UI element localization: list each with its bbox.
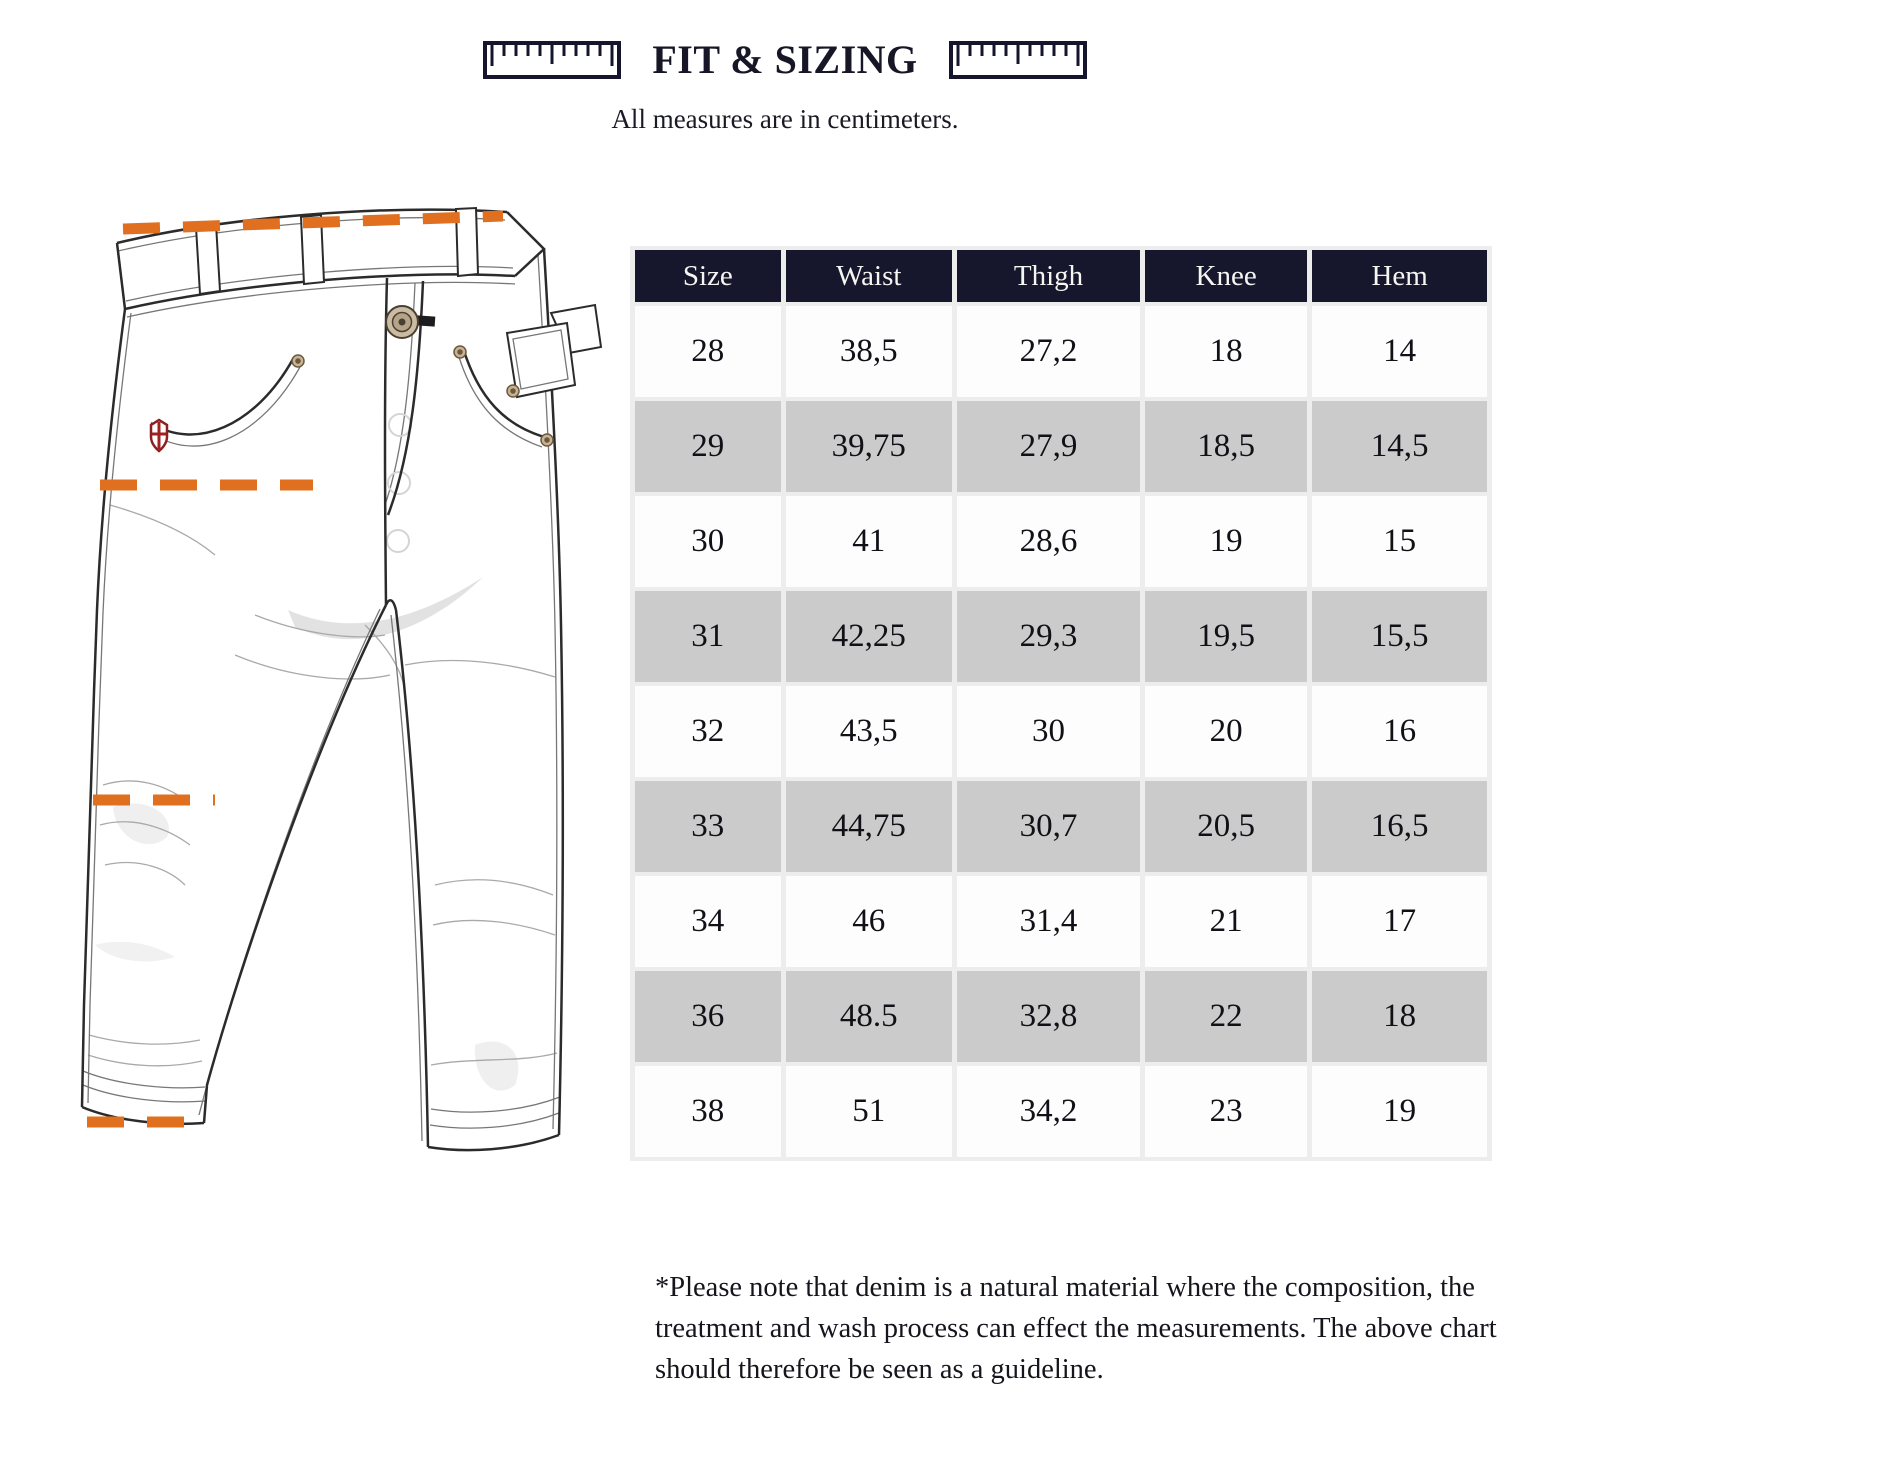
- cell-thigh: 30: [957, 686, 1140, 777]
- page-header: [0, 36, 1570, 83]
- page-subtitle: All measures are in centimeters.: [611, 104, 959, 134]
- cell-hem: 19: [1312, 1066, 1487, 1157]
- jeans-technical-drawing: [55, 185, 635, 1185]
- table-header-row: [635, 250, 1487, 302]
- cell-knee: 18: [1145, 306, 1307, 397]
- cell-knee: 23: [1145, 1066, 1307, 1157]
- cell-size: 29: [635, 401, 781, 492]
- cell-knee: 18,5: [1145, 401, 1307, 492]
- table-row: [635, 1066, 1487, 1157]
- ruler-icon: [948, 40, 1088, 80]
- page-title: FIT & SIZING: [652, 37, 918, 82]
- shield-badge-icon: [151, 420, 167, 451]
- table-row: [635, 591, 1487, 682]
- cell-waist: 43,5: [786, 686, 952, 777]
- cell-knee: 19: [1145, 496, 1307, 587]
- table-row: [635, 971, 1487, 1062]
- cell-knee: 22: [1145, 971, 1307, 1062]
- cell-size: 28: [635, 306, 781, 397]
- left-front-pocket: [151, 359, 293, 434]
- disclaimer-note: *Please note that denim is a natural material where the composition, the treatment and wash process can effect the measurements. The above chart should therefore be seen as a guideline.: [655, 1271, 1497, 1386]
- waist-button: [386, 306, 435, 338]
- cell-size: 38: [635, 1066, 781, 1157]
- jeans-wrinkle-lines: [88, 505, 557, 1066]
- cell-thigh: 34,2: [957, 1066, 1140, 1157]
- cell-knee: 20,5: [1145, 781, 1307, 872]
- cell-size: 36: [635, 971, 781, 1062]
- cell-thigh: 29,3: [957, 591, 1140, 682]
- cell-hem: 15,5: [1312, 591, 1487, 682]
- cell-size: 33: [635, 781, 781, 872]
- coin-pocket: [507, 305, 601, 397]
- size-table-container: [630, 246, 1492, 1161]
- table-row: [635, 686, 1487, 777]
- cell-waist: 42,25: [786, 591, 952, 682]
- jeans-shading: [95, 577, 518, 1091]
- jeans-outline: [82, 210, 563, 1150]
- cell-thigh: 31,4: [957, 876, 1140, 967]
- table-row: [635, 496, 1487, 587]
- cell-hem: 17: [1312, 876, 1487, 967]
- cell-knee: 20: [1145, 686, 1307, 777]
- cell-waist: 38,5: [786, 306, 952, 397]
- ruler-icon: [482, 40, 622, 80]
- column-header-waist: Waist: [786, 250, 952, 302]
- column-header-hem: Hem: [1312, 250, 1487, 302]
- cell-hem: 14: [1312, 306, 1487, 397]
- jeans-stitch-lines: [83, 218, 560, 1141]
- cell-thigh: 32,8: [957, 971, 1140, 1062]
- cell-hem: 16,5: [1312, 781, 1487, 872]
- cell-knee: 21: [1145, 876, 1307, 967]
- table-row: [635, 401, 1487, 492]
- cell-size: 34: [635, 876, 781, 967]
- table-row: [635, 306, 1487, 397]
- cell-hem: 16: [1312, 686, 1487, 777]
- cell-thigh: 27,2: [957, 306, 1140, 397]
- cell-waist: 44,75: [786, 781, 952, 872]
- cell-hem: 18: [1312, 971, 1487, 1062]
- waist-measure-line: [123, 216, 503, 229]
- cell-waist: 39,75: [786, 401, 952, 492]
- table-row: [635, 781, 1487, 872]
- cell-waist: 46: [786, 876, 952, 967]
- column-header-knee: Knee: [1145, 250, 1307, 302]
- cell-size: 31: [635, 591, 781, 682]
- cell-waist: 48.5: [786, 971, 952, 1062]
- cell-hem: 14,5: [1312, 401, 1487, 492]
- cell-thigh: 28,6: [957, 496, 1140, 587]
- cell-knee: 19,5: [1145, 591, 1307, 682]
- cell-thigh: 27,9: [957, 401, 1140, 492]
- cell-waist: 41: [786, 496, 952, 587]
- cell-hem: 15: [1312, 496, 1487, 587]
- size-table: [630, 246, 1492, 1161]
- column-header-thigh: Thigh: [957, 250, 1140, 302]
- table-row: [635, 876, 1487, 967]
- cell-thigh: 30,7: [957, 781, 1140, 872]
- cell-waist: 51: [786, 1066, 952, 1157]
- cell-size: 32: [635, 686, 781, 777]
- column-header-size: Size: [635, 250, 781, 302]
- cell-size: 30: [635, 496, 781, 587]
